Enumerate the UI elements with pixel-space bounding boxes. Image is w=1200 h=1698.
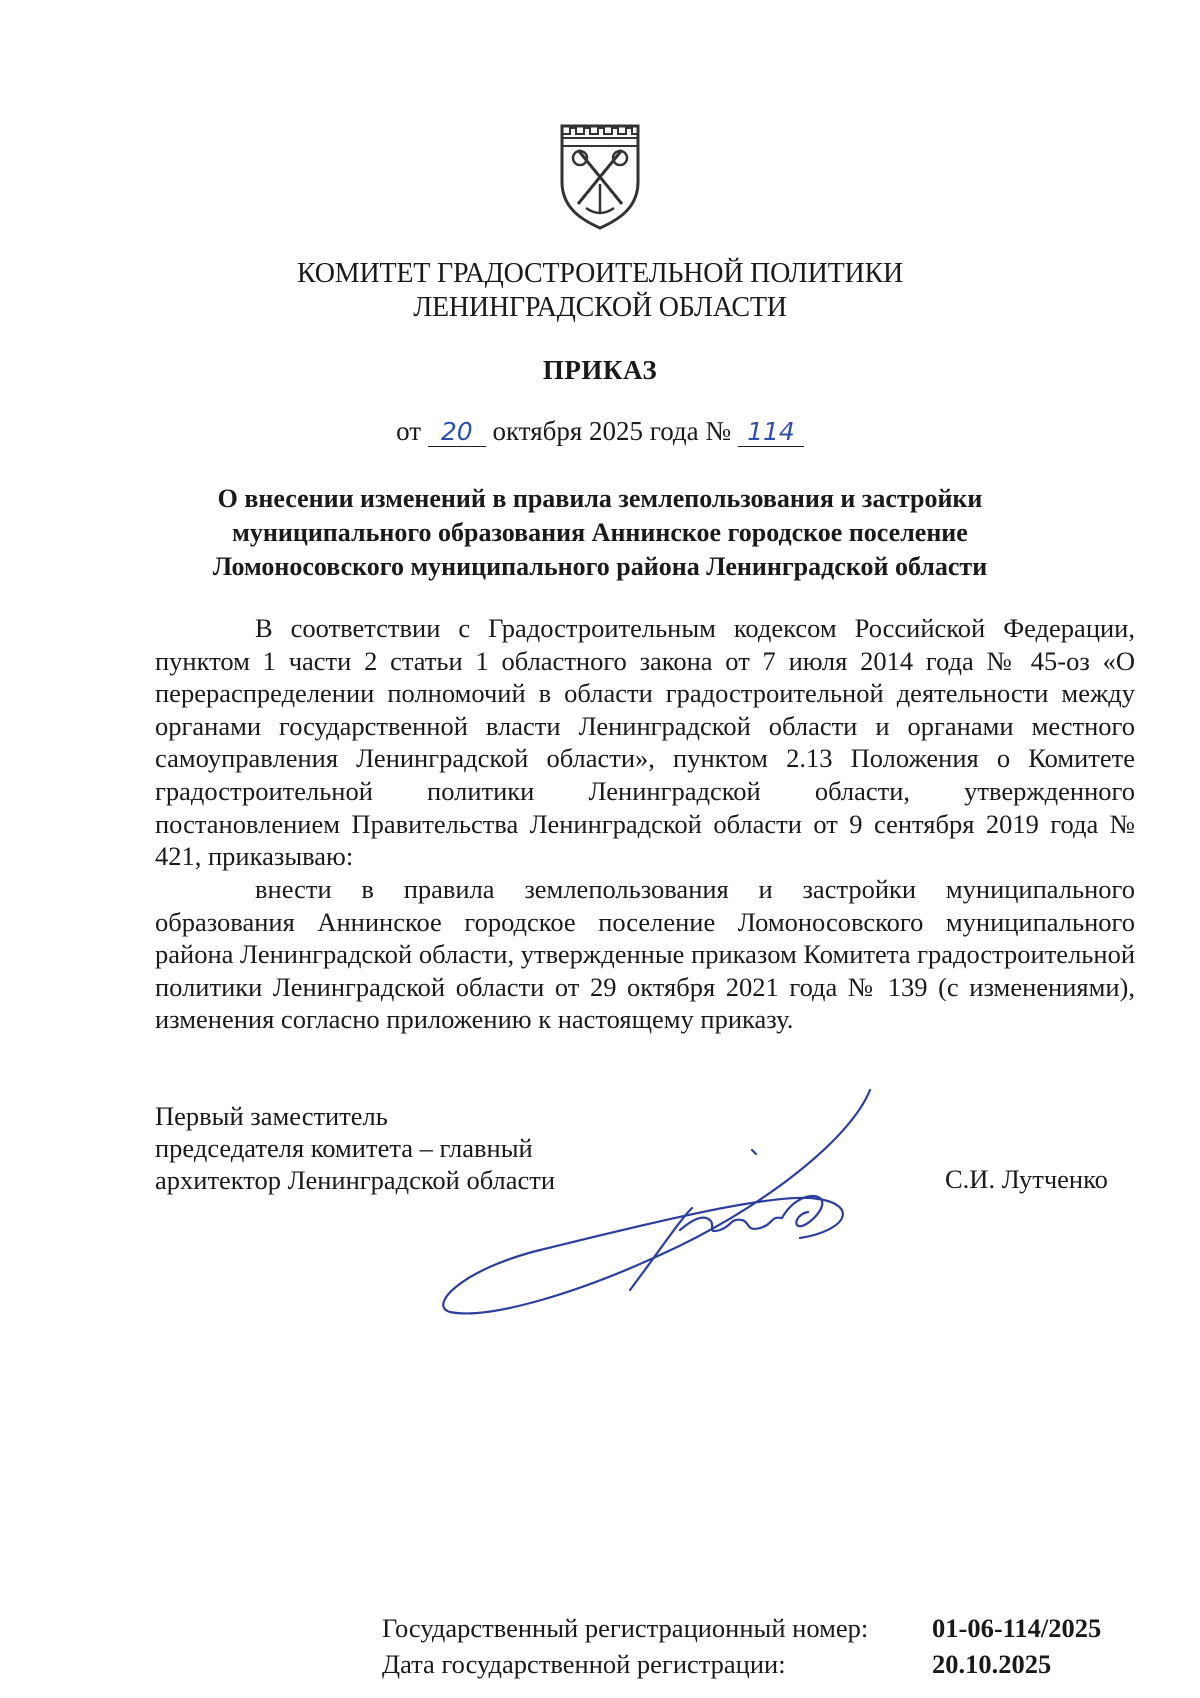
document-title-line-3: Ломоносовского муниципального района Ленинградской области (212, 552, 988, 581)
registration-date-label: Дата государственной регистрации: (382, 1649, 786, 1679)
organization-name-line-2: ЛЕНИНГРАДСКОЙ ОБЛАСТИ (413, 292, 787, 323)
registration-date-value: 20.10.2025 (932, 1649, 1052, 1679)
handwritten-day: 20 (440, 417, 473, 446)
date-prefix: от (396, 416, 422, 446)
organization-name-line-1: КОМИТЕТ ГРАДОСТРОИТЕЛЬНОЙ ПОЛИТИКИ (296, 258, 904, 289)
body-paragraph-1: В соответствии с Градостроительным кодексом Российской Федерации, пунктом 1 части 2 статьи 1 областного закона от 7 июля 2014 года № 45-оз «О перераспределении полномочий в области градостроительной деятельности между органами государственной власти Ленинградской области и органами местного самоуправления Ленинградской области», пунктом 2.13 Положения о Комитете градостроительной политики Ленинградской области, утвержденного постановлением Правительства Ленинградской области от 9 сентября 2019 года № 421, приказываю: (155, 613, 1135, 872)
date-day-field (428, 414, 486, 449)
document-title-line-2: муниципального образования Аннинское городское поселение (232, 518, 968, 547)
coat-of-arms-icon (556, 120, 644, 230)
document-title-line-1: О внесении изменений в правила землепользования и застройки (217, 484, 983, 513)
registration-number-value: 01-06-114/2025 (932, 1613, 1102, 1643)
body-paragraph-2: внести в правила землепользования и застройки муниципального образования Аннинское городское поселение Ломоносовского муниципального района Ленинградской области, утвержденные приказом Комитета градостроительной политики Ленинградской области от 29 октября 2021 года № 139 (с изменениями), изменения согласно приложению к настоящему приказу. (155, 874, 1135, 1035)
document-type: ПРИКАЗ (542, 355, 658, 385)
document-number-field (738, 414, 804, 449)
date-month-year: октября 2025 года № (492, 416, 732, 446)
signatory-position-line-2: председателя комитета – главный (155, 1133, 533, 1163)
document-date-line (0, 414, 1200, 449)
handwritten-number: 114 (747, 417, 795, 446)
signatory-position-line-1: Первый заместитель (155, 1101, 388, 1131)
registration-number-label: Государственный регистрационный номер: (382, 1613, 869, 1643)
registration-values (932, 1610, 1101, 1682)
signatory-position-line-3: архитектор Ленинградской области (155, 1165, 556, 1195)
handwritten-signature (430, 1080, 930, 1330)
signatory-name: С.И. Лутченко (945, 1164, 1108, 1194)
registration-labels (382, 1610, 868, 1682)
